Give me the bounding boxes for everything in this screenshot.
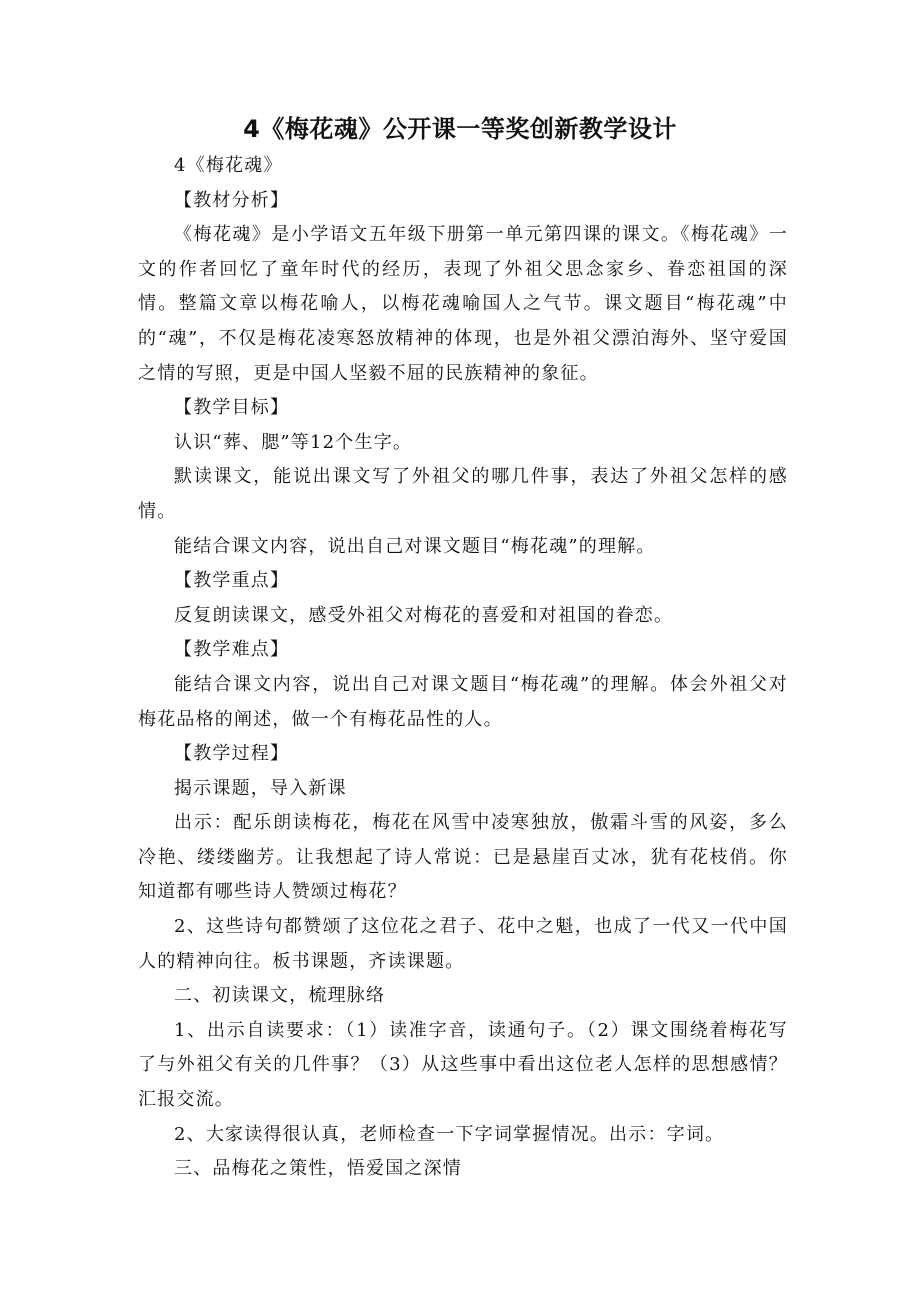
paragraph-material-analysis: 《梅花魂》是小学语文五年级下册第一单元第四课的课文。《梅花魂》一文的作者回忆了童年时代的经历，表现了外祖父思念家乡、眷恋祖国的深情。整篇文章以梅花喻人，以梅花魂喻国人之气节。课文题目“梅花魂”中的“魂”，不仅是梅花凌寒怒放精神的体现，也是外祖父漂泊海外、坚守爱国之情的写照，更是中国人坚毅不屈的民族精神的象征。 xyxy=(138,224,788,384)
section-heading-key-points: 【教学重点】 xyxy=(174,570,290,592)
paragraph-process-part-3: 三、品梅花之策性，悟爱国之深情 xyxy=(174,1158,462,1180)
paragraph-reading-requirements: 1、出示自读要求：（1）读准字音，读通句子。（2）课文围绕着梅花写了与外祖父有关的几件事？（3）从这些事中看出这位老人怎样的思想感情？汇报交流。 xyxy=(138,1019,788,1111)
document-body xyxy=(138,149,788,1187)
paragraph-word-check: 2、大家读得很认真，老师检查一下字词掌握情况。出示：字词。 xyxy=(174,1123,725,1145)
section-heading-material-analysis: 【教材分析】 xyxy=(174,189,290,211)
document-title: 4《梅花魂》公开课一等奖创新教学设计 xyxy=(243,115,677,143)
section-heading-difficulties: 【教学难点】 xyxy=(174,639,290,661)
paragraph-difficulties: 能结合课文内容，说出自己对课文题目“梅花魂”的理解。体会外祖父对梅花品格的阐述，做一个有梅花品性的人。 xyxy=(138,673,788,730)
paragraph-process-show: 出示：配乐朗读梅花，梅花在风雪中凌寒独放，傲霜斗雪的风姿，多么冷艳、缕缕幽芳。让我想起了诗人常说：已是悬崖百丈冰，犹有花枝俏。你知道都有哪些诗人赞颂过梅花？ xyxy=(138,812,788,903)
lesson-label: 4《梅花魂》 xyxy=(174,155,283,176)
paragraph-process-intro: 揭示课题，导入新课 xyxy=(174,777,347,799)
paragraph-goal-1: 认识“葬、腮”等12个生字。 xyxy=(174,431,413,453)
section-heading-teaching-goals: 【教学目标】 xyxy=(174,397,290,419)
section-heading-process: 【教学过程】 xyxy=(174,743,290,765)
paragraph-key-points: 反复朗读课文，感受外祖父对梅花的喜爱和对祖国的眷恋。 xyxy=(174,604,674,626)
paragraph-goal-3: 能结合课文内容，说出自己对课文题目“梅花魂”的理解。 xyxy=(174,535,656,557)
paragraph-process-step-2: 2、这些诗句都赞颂了这位花之君子、花中之魁，也成了一代又一代中国人的精神向往。板书课题，齐读课题。 xyxy=(138,916,788,972)
paragraph-process-part-2: 二、初读课文，梳理脉络 xyxy=(174,985,386,1007)
paragraph-goal-2: 默读课文，能说出课文写了外祖父的哪几件事，表达了外祖父怎样的感情。 xyxy=(138,466,788,522)
